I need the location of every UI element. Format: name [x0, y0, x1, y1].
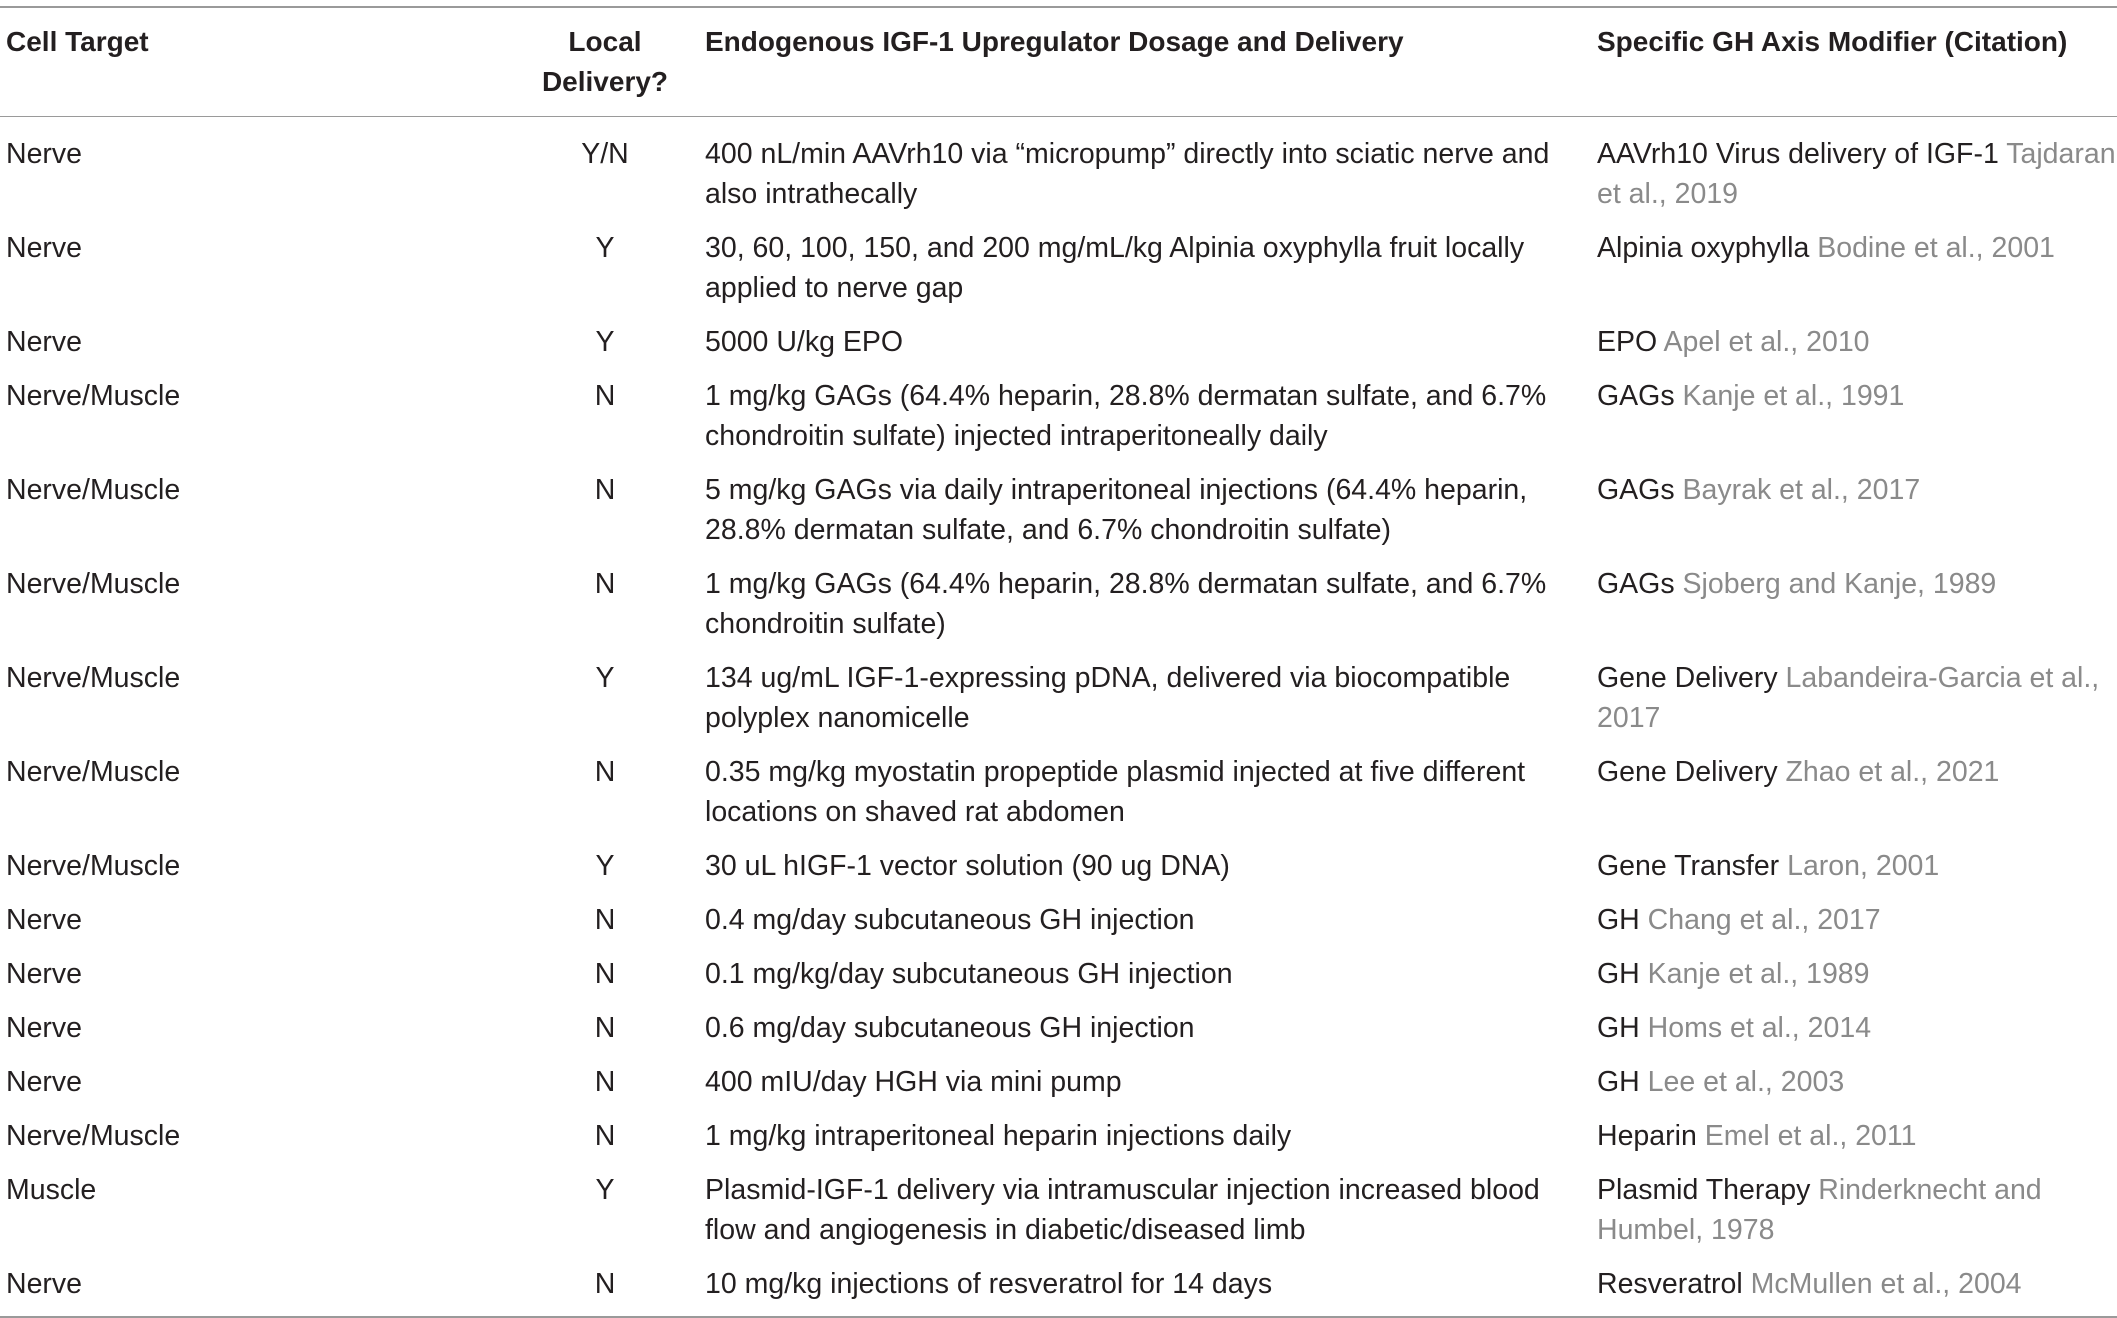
cell-target: Nerve [6, 138, 83, 170]
header-row [0, 7, 2117, 117]
modifier-name: EPO [1597, 326, 1658, 358]
header-dosage: Endogenous IGF-1 Upregulator Dosage and Delivery [705, 26, 1404, 57]
cell-dosage: 1 mg/kg GAGs (64.4% heparin, 28.8% dermatan sulfate, and 6.7% chondroitin sulfate) injected intraperitoneally daily [705, 380, 1547, 452]
cell-target: Nerve [6, 1012, 83, 1044]
cell-modifier [1591, 463, 2117, 557]
citation-link: Lee et al., 2003 [1647, 1066, 1845, 1098]
cell-local-delivery: N [594, 380, 616, 412]
cell-dosage: 0.1 mg/kg/day subcutaneous GH injection [705, 958, 1233, 990]
table-row [0, 1055, 2117, 1109]
modifier-name: GH [1597, 958, 1640, 990]
header-modifier: Specific GH Axis Modifier (Citation) [1597, 26, 2068, 57]
header-local-line2: Delivery? [541, 66, 669, 97]
cell-local-delivery: N [594, 1120, 616, 1152]
citation-link: Chang et al., 2017 [1647, 904, 1881, 936]
table-row [0, 463, 2117, 557]
table-header [0, 7, 2117, 117]
cell-target: Nerve [6, 1268, 83, 1300]
cell-dosage: 134 ug/mL IGF-1-expressing pDNA, delivered via biocompatible polyplex nanomicelle [705, 662, 1511, 734]
table-row [0, 1163, 2117, 1257]
cell-modifier [1591, 221, 2117, 315]
cell-modifier [1591, 947, 2117, 1001]
cell-local-delivery: Y/N [581, 138, 629, 170]
modifier-name: GAGs [1597, 568, 1675, 600]
cell-dosage: 30 uL hIGF-1 vector solution (90 ug DNA) [705, 850, 1230, 882]
cell-local-delivery: N [594, 568, 616, 600]
cell-target: Nerve [6, 904, 83, 936]
modifier-name: Alpinia oxyphylla [1597, 232, 1810, 264]
cell-target: Nerve [6, 326, 83, 358]
cell-target: Nerve/Muscle [6, 568, 181, 600]
cell-dosage: 400 nL/min AAVrh10 via “micropump” directly into sciatic nerve and also intrathecally [705, 138, 1550, 210]
modifier-name: Heparin [1597, 1120, 1697, 1152]
cell-modifier [1591, 839, 2117, 893]
cell-target: Nerve [6, 1066, 83, 1098]
cell-dosage: Plasmid-IGF-1 delivery via intramuscular injection increased blood flow and angiogenesis in diabetic/diseased limb [705, 1174, 1540, 1246]
cell-local-delivery: N [594, 904, 616, 936]
citation-link: Kanje et al., 1989 [1647, 958, 1870, 990]
table-row [0, 839, 2117, 893]
cell-local-delivery: Y [595, 1174, 615, 1206]
cell-dosage: 30, 60, 100, 150, and 200 mg/mL/kg Alpinia oxyphylla fruit locally applied to nerve gap [705, 232, 1525, 304]
citation-link: Zhao et al., 2021 [1785, 756, 2000, 788]
table-row [0, 1109, 2117, 1163]
cell-modifier [1591, 893, 2117, 947]
cell-modifier [1591, 1257, 2117, 1317]
modifier-name: Gene Delivery [1597, 662, 1778, 694]
cell-local-delivery: Y [595, 232, 615, 264]
cell-modifier [1591, 117, 2117, 222]
table-row [0, 1001, 2117, 1055]
modifier-name: Gene Transfer [1597, 850, 1780, 882]
table-row [0, 893, 2117, 947]
table-row [0, 315, 2117, 369]
table-row [0, 1257, 2117, 1317]
table-row [0, 221, 2117, 315]
modifier-name: GH [1597, 1012, 1640, 1044]
citation-link: Kanje et al., 1991 [1682, 380, 1905, 412]
header-local-line1: Local [568, 26, 642, 57]
cell-target: Nerve/Muscle [6, 474, 181, 506]
cell-target: Nerve/Muscle [6, 756, 181, 788]
modifier-name: GH [1597, 1066, 1640, 1098]
cell-local-delivery: N [594, 1012, 616, 1044]
cell-modifier [1591, 1055, 2117, 1109]
citation-link: Homs et al., 2014 [1647, 1012, 1872, 1044]
citation-link: McMullen et al., 2004 [1750, 1268, 2022, 1300]
cell-modifier [1591, 745, 2117, 839]
cell-local-delivery: Y [595, 662, 615, 694]
cell-modifier [1591, 651, 2117, 745]
cell-dosage: 5000 U/kg EPO [705, 326, 904, 358]
table-row [0, 557, 2117, 651]
cell-dosage: 1 mg/kg GAGs (64.4% heparin, 28.8% dermatan sulfate, and 6.7% chondroitin sulfate) [705, 568, 1547, 640]
modifier-name: GAGs [1597, 474, 1675, 506]
modifier-name: Resveratrol [1597, 1268, 1743, 1300]
cell-dosage: 0.35 mg/kg myostatin propeptide plasmid injected at five different locations on shaved rat abdomen [705, 756, 1526, 828]
cell-modifier [1591, 557, 2117, 651]
cell-target: Nerve/Muscle [6, 850, 181, 882]
citation-link: Tajdaran et al., 2019 [1597, 138, 2116, 210]
cell-modifier [1591, 369, 2117, 463]
citation-link: Apel et al., 2010 [1663, 326, 1870, 358]
cell-dosage: 10 mg/kg injections of resveratrol for 14 days [705, 1268, 1273, 1300]
citation-link: Rinderknecht and Humbel, 1978 [1597, 1174, 2042, 1246]
cell-target: Muscle [6, 1174, 97, 1206]
table-row [0, 745, 2117, 839]
cell-modifier [1591, 1163, 2117, 1257]
table-row [0, 651, 2117, 745]
modifier-name: Gene Delivery [1597, 756, 1778, 788]
citation-link: Sjoberg and Kanje, 1989 [1682, 568, 1997, 600]
cell-local-delivery: N [594, 1066, 616, 1098]
cell-dosage: 400 mIU/day HGH via mini pump [705, 1066, 1122, 1098]
modifier-name: GH [1597, 904, 1640, 936]
cell-local-delivery: N [594, 474, 616, 506]
cell-local-delivery: Y [595, 326, 615, 358]
cell-modifier [1591, 315, 2117, 369]
cell-dosage: 5 mg/kg GAGs via daily intraperitoneal injections (64.4% heparin, 28.8% dermatan sulfate, and 6.7% chondroitin sulfate) [705, 474, 1528, 546]
table-row [0, 947, 2117, 1001]
cell-target: Nerve/Muscle [6, 662, 181, 694]
cell-target: Nerve/Muscle [6, 380, 181, 412]
header-cell-target: Cell Target [6, 26, 149, 57]
cell-dosage: 0.4 mg/day subcutaneous GH injection [705, 904, 1195, 936]
cell-target: Nerve [6, 232, 83, 264]
cell-dosage: 0.6 mg/day subcutaneous GH injection [705, 1012, 1195, 1044]
cell-local-delivery: N [594, 1268, 616, 1300]
cell-local-delivery: N [594, 958, 616, 990]
citation-link: Laron, 2001 [1787, 850, 1940, 882]
table-row [0, 369, 2117, 463]
table-row [0, 117, 2117, 222]
cell-modifier [1591, 1001, 2117, 1055]
modifier-name: GAGs [1597, 380, 1675, 412]
cell-modifier [1591, 1109, 2117, 1163]
citation-link: Emel et al., 2011 [1704, 1120, 1917, 1152]
cell-local-delivery: Y [595, 850, 615, 882]
table-body [0, 117, 2117, 1318]
modifier-name: Plasmid Therapy [1597, 1174, 1811, 1206]
cell-dosage: 1 mg/kg intraperitoneal heparin injections daily [705, 1120, 1292, 1152]
cell-target: Nerve/Muscle [6, 1120, 181, 1152]
data-table [0, 6, 2117, 1318]
table-container [0, 6, 2117, 1318]
header-local-delivery [511, 7, 699, 117]
citation-link: Labandeira-Garcia et al., 2017 [1597, 662, 2100, 734]
modifier-name: AAVrh10 Virus delivery of IGF-1 [1597, 138, 1999, 170]
cell-target: Nerve [6, 958, 83, 990]
cell-local-delivery: N [594, 756, 616, 788]
citation-link: Bayrak et al., 2017 [1682, 474, 1921, 506]
citation-link: Bodine et al., 2001 [1817, 232, 2055, 264]
